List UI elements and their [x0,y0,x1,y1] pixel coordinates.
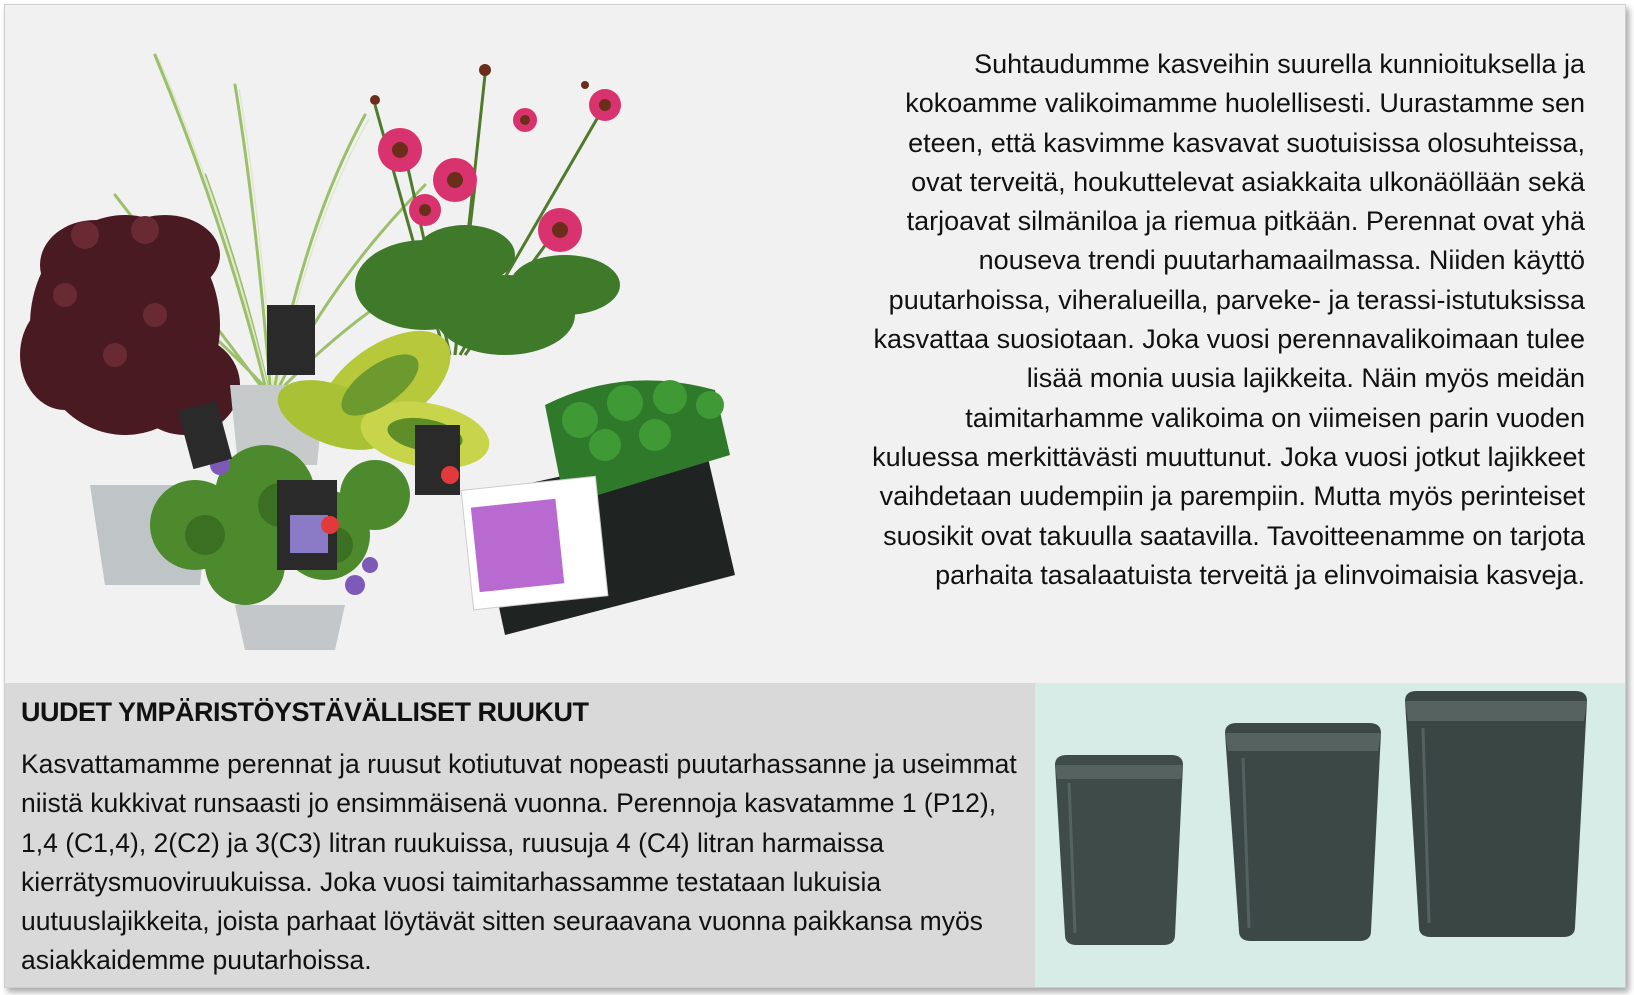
medium-pot-icon [1225,723,1381,941]
intro-section [5,5,1625,683]
pots-section-title: UUDET YMPÄRISTÖYSTÄVÄLLISET RUUKUT [21,697,589,727]
pots-text-panel [5,683,1035,987]
recycled-pots-image [1035,683,1625,987]
large-pot-icon [1405,691,1587,937]
content-frame [4,4,1626,988]
intro-paragraph: Suhtaudumme kasveihin suurella kunnioituksella ja kokoamme valikoimamme huolellisesti. Uurastamme sen eteen, että kasvimme kasvavat suotuisissa olosuhteissa, ovat terveitä, houkuttelevat asiakkaita ulkonäöllään sekä tarjoavat silmäniloa ja riemua pitkään. Perennat ovat yhä nouseva trendi puutarhamaailmassa. Niiden käyttö puutarhoissa, viheralueilla, parveke- ja terassi-istutuksissa kasvattaa suosiotaan. Joka vuosi perennavalikoimaan tulee lisää monia uusia lajikkeita. Näin myös meidän taimitarhamme valikoima on viimeisen parin vuoden kuluessa merkittävästi muuttunut. Joka vuosi jotkut lajikkeet vaihdetaan uudempiin ja parempiin. Mutta myös perinteiset suosikit ovat takuulla saatavilla. Tavoitteenamme on tarjota parhaita tasalaatuista terveitä ja elinvoimaisia kasveja. [872,49,1585,590]
small-pot-icon [1055,755,1183,945]
pots-section [5,683,1625,987]
pots-image-panel [1035,683,1625,987]
pots-section-body: Kasvattamamme perennat ja ruusut kotiutuvat nopeasti puutarhassanne ja useimmat niistä kukkivat runsaasti jo ensimmäisenä vuonna. Perennoja kasvatamme 1 (P12), 1,4 (C1,4), 2(C2) ja 3(C3) litran ruukuissa, ruusuja 4 (C4) litran harmaissa kierrätysmuoviruukuissa. Joka vuosi taimitarhassamme testataan lukuisia uutuuslajikkeita, joista parhaat löytävät sitten seuraavana vuonna paikkansa myös asiakkaidemme puutarhoissa. [21,749,1017,976]
perennial-plants-image [5,25,785,675]
